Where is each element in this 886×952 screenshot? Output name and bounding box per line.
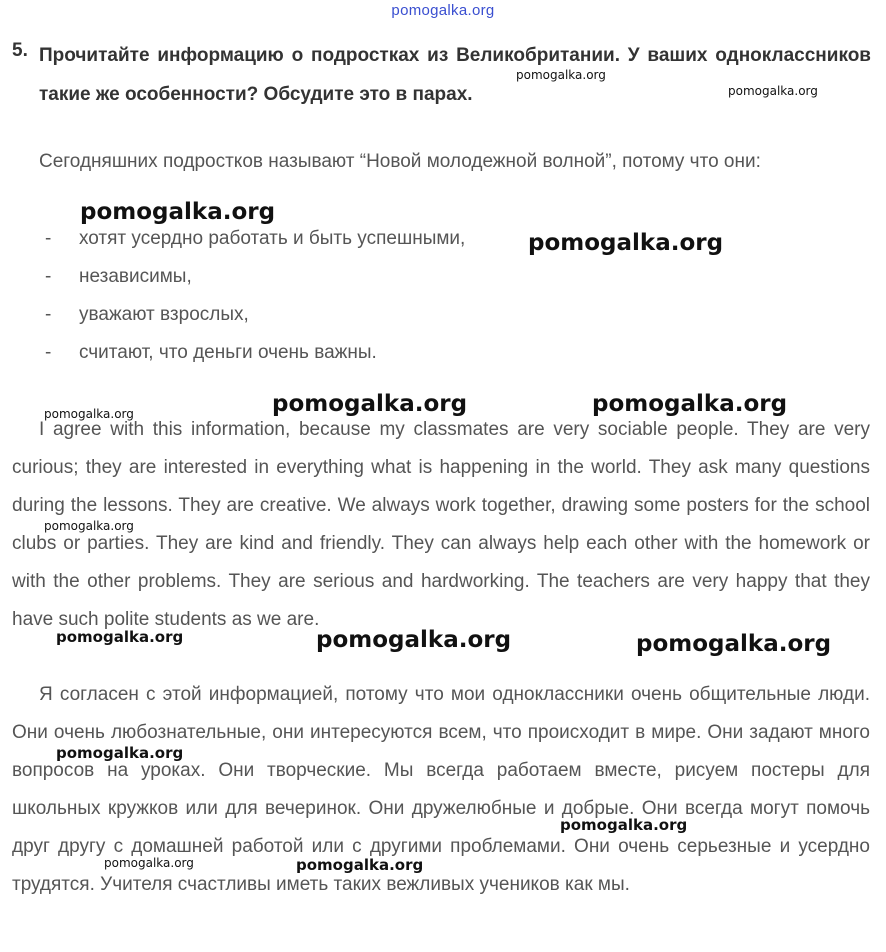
english-paragraph: I agree with this information, because my classmates are very sociable people. They are very curious; they are interested in everything what is happening in the world. They ask many questions during the lessons. They are creative. We always work together, drawing some posters for the school clubs or parties. They are kind and friendly. They can always help each other with the homework or with the other problems. They are serious and hardworking. The teachers are very happy that they have such polite students as we are.: [12, 419, 870, 630]
watermark: pomogalka.org: [592, 391, 788, 417]
watermark: pomogalka.org: [104, 856, 194, 870]
site-title[interactable]: pomogalka.org: [391, 2, 495, 19]
list-item-text: уважают взрослых,: [79, 304, 249, 325]
list-item-text: считают, что деньги очень важны.: [79, 342, 377, 363]
watermark: pomogalka.org: [272, 391, 468, 417]
list-dash: -: [45, 266, 52, 287]
task-number: 5.: [12, 40, 28, 61]
watermark: pomogalka.org: [44, 407, 134, 421]
watermark: pomogalka.org: [56, 744, 184, 762]
watermark: pomogalka.org: [636, 631, 832, 657]
list-item-text: хотят усердно работать и быть успешными,: [79, 228, 466, 249]
russian-paragraph: Я согласен с этой информацией, потому что мои одноклассники очень общительные люди. Они очень любознательные, они интересуются всем, что происходит в мире. Они задают много вопросов на уроках. Они творческие. Мы всегда работаем вместе, рисуем постеры для школьных кружков или для вечеринок. Они дружелюбные и добрые. Они всегда могут помочь друг другу с домашней работой или с другими проблемами. Они очень серьезные и усердно трудятся. Учителя счастливы иметь таких вежливых учеников как мы.: [12, 684, 870, 895]
list-dash: -: [45, 228, 52, 249]
watermark: pomogalka.org: [528, 230, 724, 256]
watermark: pomogalka.org: [44, 519, 134, 533]
watermark: pomogalka.org: [80, 199, 276, 225]
intro-paragraph: Сегодняшних подростков называют “Новой молодежной волной”, потому что они:: [39, 151, 761, 172]
watermark: pomogalka.org: [560, 816, 688, 834]
watermark: pomogalka.org: [296, 856, 424, 874]
watermark: pomogalka.org: [728, 84, 818, 98]
list-dash: -: [45, 304, 52, 325]
watermark: pomogalka.org: [316, 627, 512, 653]
list-item-text: независимы,: [79, 266, 192, 287]
task-heading: Прочитайте информацию о подростках из Великобритании. У ваших одноклассников такие же особенности? Обсудите это в парах.: [39, 45, 871, 105]
watermark: pomogalka.org: [516, 68, 606, 82]
list-dash: -: [45, 342, 52, 363]
watermark: pomogalka.org: [56, 628, 184, 646]
